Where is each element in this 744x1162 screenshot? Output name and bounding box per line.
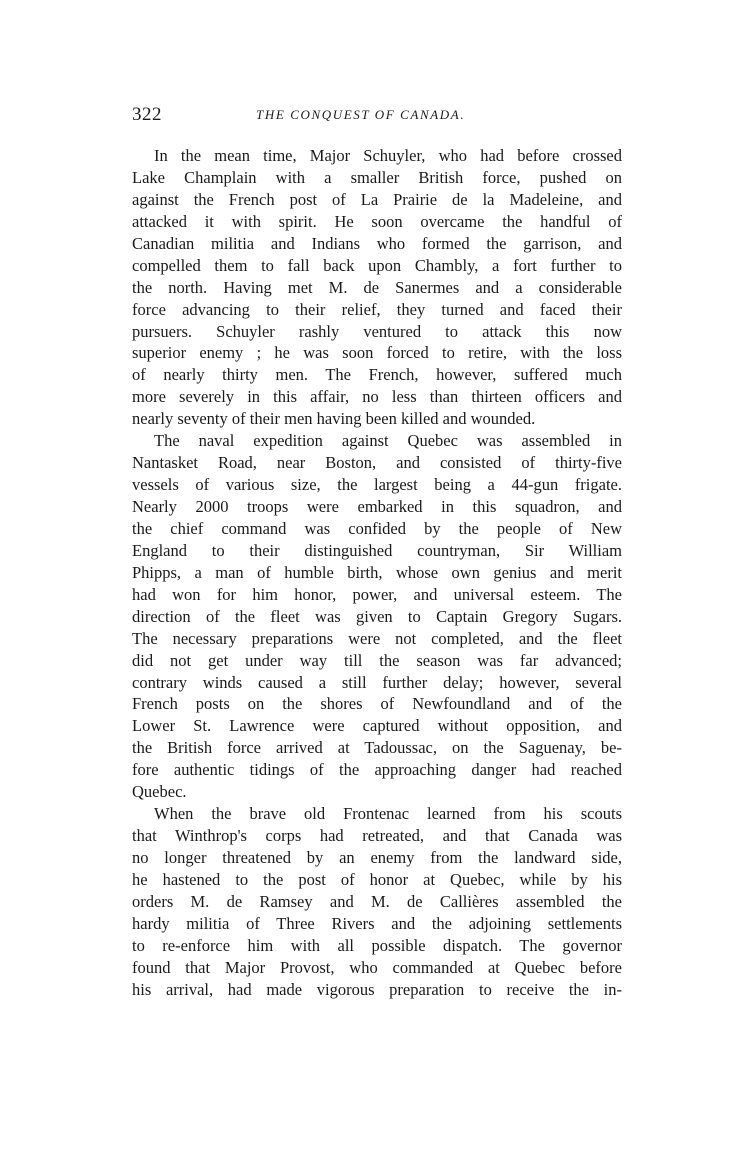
text-line: found that Major Provost, who commanded at Quebec before <box>132 957 622 977</box>
text-line: fore authentic tidings of the approaching danger had reached <box>132 760 622 780</box>
text-line: pursuers. Schuyler rashly ventured to attack this now <box>132 321 622 341</box>
text-line: nearly seventy of their men having been killed and wounded. <box>132 409 536 429</box>
text-line: French posts on the shores of Newfoundland and of the <box>132 694 622 714</box>
text-line: attacked it with spirit. He soon overcame the handful of <box>132 211 622 231</box>
running-title: THE CONQUEST OF CANADA. <box>256 107 466 122</box>
text-line: to re-enforce him with all possible dispatch. The governor <box>132 935 622 955</box>
text-line: In the mean time, Major Schuyler, who had before crossed <box>154 146 622 165</box>
text-line: vessels of various size, the largest being a 44-gun frigate. <box>132 475 622 495</box>
text-line: that Winthrop's corps had retreated, and that Canada was <box>132 826 622 846</box>
text-line: Phipps, a man of humble birth, whose own genius and merit <box>132 562 622 582</box>
text-line: Lake Champlain with a smaller British force, pushed on <box>132 167 622 187</box>
text-line: did not get under way till the season was far advanced; <box>132 650 622 670</box>
text-line: had won for him honor, power, and universal esteem. The <box>132 584 622 604</box>
text-line: superior enemy ; he was soon forced to retire, with the loss <box>132 343 622 363</box>
text-line: no longer threatened by an enemy from the landward side, <box>132 848 622 867</box>
text-line: contrary winds caused a still further delay; however, several <box>132 672 622 692</box>
text-line: England to their distinguished countryman, Sir William <box>132 540 622 560</box>
text-line: the British force arrived at Tadoussac, on the Saguenay, be- <box>132 738 622 758</box>
text-line: Canadian militia and Indians who formed the garrison, and <box>132 233 622 253</box>
text-line: he hastened to the post of honor at Quebec, while by his <box>132 869 622 889</box>
text-line: hardy militia of Three Rivers and the adjoining settlements <box>132 913 622 933</box>
text-line: the north. Having met M. de Sanermes and a considerable <box>132 277 622 297</box>
text-line: direction of the fleet was given to Captain Gregory Sugars. <box>132 606 622 626</box>
text-line: Lower St. Lawrence were captured without opposition, and <box>132 716 622 736</box>
text-line: against the French post of La Prairie de la Madeleine, and <box>132 189 622 209</box>
text-line: his arrival, had made vigorous preparation to receive the in- <box>132 979 622 999</box>
text-line: Nearly 2000 troops were embarked in this squadron, and <box>132 497 622 516</box>
text-line: The naval expedition against Quebec was assembled in <box>154 431 622 451</box>
text-line: The necessary preparations were not completed, and the fleet <box>132 628 622 648</box>
text-line: the chief command was confided by the people of New <box>132 518 622 538</box>
text-line: of nearly thirty men. The French, however, suffered much <box>132 365 622 385</box>
text-line: force advancing to their relief, they turned and faced their <box>132 299 622 319</box>
page-number: 322 <box>132 104 162 125</box>
text-line: When the brave old Frontenac learned from his scouts <box>154 804 622 824</box>
text-line: orders M. de Ramsey and M. de Callières assembled the <box>132 891 622 911</box>
text-line: more severely in this affair, no less than thirteen officers and <box>132 387 622 407</box>
text-line: compelled them to fall back upon Chambly, a fort further to <box>132 255 622 275</box>
text-line: Nantasket Road, near Boston, and consisted of thirty-five <box>132 453 622 473</box>
page-header <box>132 104 622 128</box>
text-line: Quebec. <box>132 782 187 802</box>
body-text <box>132 145 622 1001</box>
